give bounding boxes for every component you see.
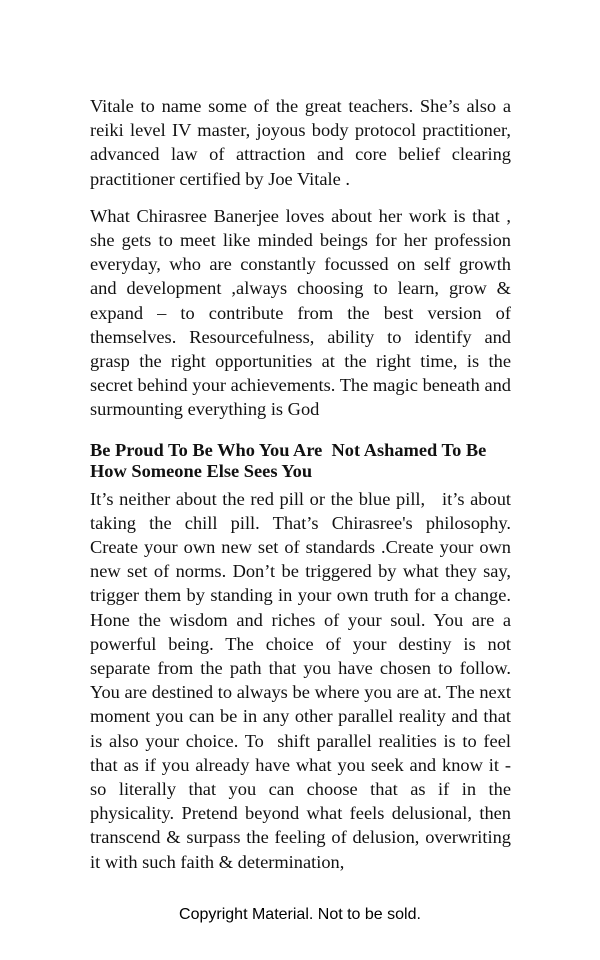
copyright-footer: Copyright Material. Not to be sold. bbox=[179, 906, 421, 923]
text-column bbox=[90, 94, 516, 874]
paragraph-work: What Chirasree Banerjee loves about her work is that , she gets to meet like minded beings for her profession everyday, who are constantly focussed on self growth and development ,always choosing to learn, grow & expand – to contribute from the best version of themselves. Resourcefulness, ability to identify and grasp the right opportunities at the right time, is the secret behind your achievements. The magic beneath and surmounting everything is God bbox=[90, 205, 511, 420]
paragraph-teachers: Vitale to name some of the great teachers. She’s also a reiki level IV master, joyous body protocol practitioner, advanced law of attraction and core belief clearing practitioner certified by Joe Vitale . bbox=[90, 96, 511, 189]
section-heading: Be Proud To Be Who You Are Not Ashamed To Be How Someone Else Sees You bbox=[90, 439, 491, 482]
section-body: It’s neither about the red pill or the blue pill, it’s about taking the chill pill. That’s Chirasree's philosophy. Create your own new set of standards .Create your own new set of norms. Don’t be triggered by what they say, trigger them by standing in your own truth for a change. Hone the wisdom and riches of your soul. You are a powerful being. The choice of your destiny is not separate from the path that you have chosen to follow. You are destined to always be where you are at. The next moment you can be in any other parallel reality and that is also your choice. To shift parallel realities is to feel that as if you already have what you seek and know it - so literally that you can choose that as if in the physicality. Pretend beyond what feels delusional, then transcend & surpass the feeling of delusion, overwriting it with such faith & determination, bbox=[90, 488, 516, 872]
